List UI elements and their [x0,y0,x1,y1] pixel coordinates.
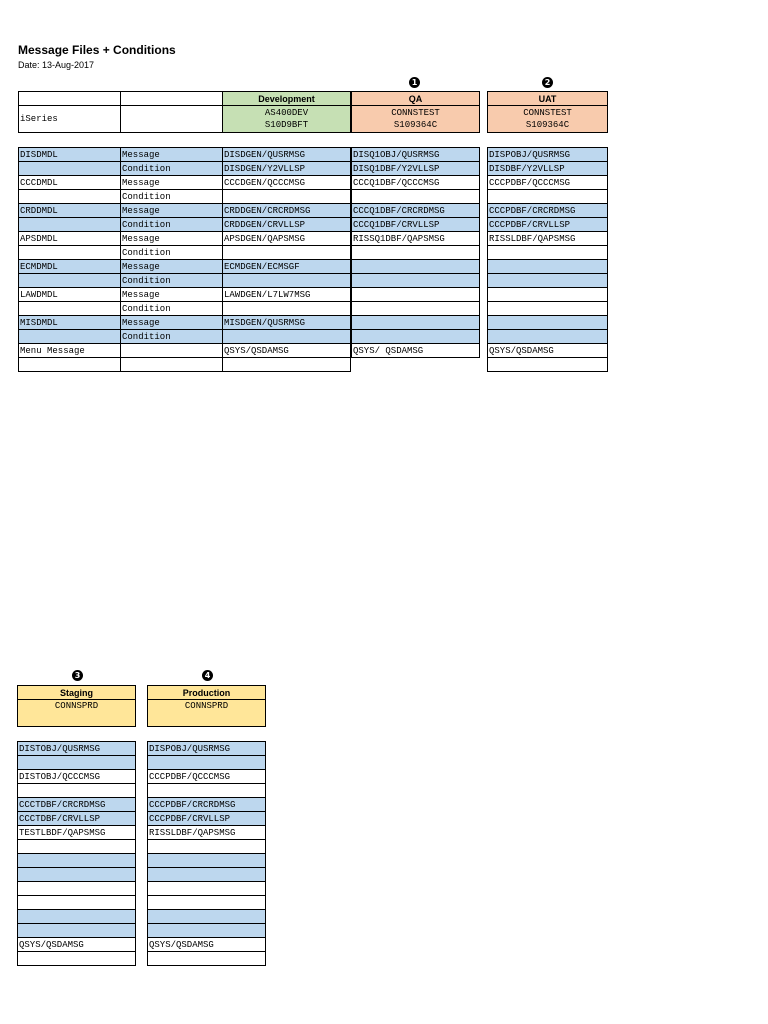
env-header-development: Development [223,92,351,106]
type-cell: Condition [121,274,223,288]
header-table-uat [487,91,608,133]
header-table-qa [351,91,480,133]
production-value-cell [148,952,266,966]
qa-value-cell: QSYS/ QSDAMSG [352,344,480,358]
env-header-production: Production [148,686,266,700]
table-row [352,148,480,162]
library-cell: CCCDMDL [19,176,121,190]
production-value-cell: CCCPDBF/QCCCMSG [148,770,266,784]
type-cell: Condition [121,190,223,204]
table-row [18,770,136,784]
table-row [18,882,136,896]
table-row [19,190,351,204]
dev-value-cell: CCCDGEN/QCCCMSG [223,176,351,190]
empty-cell [19,92,121,106]
staging-value-cell [18,840,136,854]
table-row [352,316,480,330]
dev-value-cell [223,246,351,260]
empty-cell [121,92,223,106]
env-host-line1: AS400DEV [264,108,309,118]
badge-staging: 3 [72,670,83,681]
table-row [352,162,480,176]
type-cell: Message [121,204,223,218]
uat-value-cell [488,260,608,274]
qa-value-cell: CCCQ1DBF/CRVLLSP [352,218,480,232]
library-cell [19,190,121,204]
table-row [18,854,136,868]
badge-production: 4 [202,670,213,681]
staging-value-cell [18,924,136,938]
table-row [352,204,480,218]
uat-value-cell [488,358,608,372]
env-header-uat: UAT [488,92,608,106]
table-row [352,190,480,204]
type-cell [121,344,223,358]
production-value-cell: DISPOBJ/QUSRMSG [148,742,266,756]
qa-value-cell [352,190,480,204]
uat-table-block [487,91,608,372]
env-host-staging [18,700,136,727]
data-table-uat [487,147,608,372]
env-host-line2: S10D9BFT [264,120,309,130]
table-row [148,784,266,798]
badge-qa: 1 [409,77,420,88]
staging-table-block [17,685,136,966]
table-row [148,756,266,770]
table-row [18,812,136,826]
page-title: Message Files + Conditions [18,43,176,57]
uat-value-cell: RISSLDBF/QAPSMSG [488,232,608,246]
dev-value-cell: DISDGEN/QUSRMSG [223,148,351,162]
table-row [488,246,608,260]
table-row [19,246,351,260]
library-cell [19,162,121,176]
table-row [148,896,266,910]
library-cell: CRDDMDL [19,204,121,218]
dev-value-cell [223,302,351,316]
env-host-line1: CONNSPRD [184,701,229,711]
table-row [352,260,480,274]
staging-value-cell: CCCTDBF/CRVLLSP [18,812,136,826]
table-row [19,330,351,344]
uat-value-cell [488,190,608,204]
dev-value-cell: LAWDGEN/L7LW7MSG [223,288,351,302]
header-table-main [18,91,351,133]
qa-value-cell [352,302,480,316]
production-value-cell: RISSLDBF/QAPSMSG [148,826,266,840]
staging-value-cell [18,882,136,896]
dev-value-cell: CRDDGEN/CRCRDMSG [223,204,351,218]
dev-value-cell: ECMDGEN/ECMSGF [223,260,351,274]
dev-value-cell: CRDDGEN/CRVLLSP [223,218,351,232]
table-row [18,826,136,840]
badge-uat: 2 [542,77,553,88]
type-cell: Condition [121,302,223,316]
staging-value-cell: DISTOBJ/QUSRMSG [18,742,136,756]
data-table-staging [17,741,136,966]
env-host-qa [352,106,480,133]
table-row [19,344,351,358]
library-cell: ECMDMDL [19,260,121,274]
staging-value-cell: TESTLBDF/QAPSMSG [18,826,136,840]
production-value-cell [148,882,266,896]
table-row [18,910,136,924]
table-row [19,274,351,288]
table-row [18,798,136,812]
table-row [18,784,136,798]
type-cell: Condition [121,330,223,344]
uat-value-cell: CCCPDBF/CRVLLSP [488,218,608,232]
table-row [148,910,266,924]
dev-value-cell [223,358,351,372]
production-value-cell: CCCPDBF/CRVLLSP [148,812,266,826]
env-host-development [223,106,351,133]
production-value-cell [148,840,266,854]
table-row [19,204,351,218]
production-value-cell: QSYS/QSDAMSG [148,938,266,952]
env-host-line1: CONNSTEST [391,108,440,118]
staging-value-cell [18,756,136,770]
qa-value-cell: CCCQ1DBF/QCCCMSG [352,176,480,190]
table-row [18,868,136,882]
library-cell [19,330,121,344]
staging-value-cell [18,784,136,798]
staging-value-cell: QSYS/QSDAMSG [18,938,136,952]
qa-value-cell: CCCQ1DBF/CRCRDMSG [352,204,480,218]
type-cell: Message [121,176,223,190]
uat-value-cell: QSYS/QSDAMSG [488,344,608,358]
type-cell: Condition [121,218,223,232]
table-row [488,358,608,372]
qa-value-cell: DISQ1DBF/Y2VLLSP [352,162,480,176]
table-row [488,204,608,218]
table-row [488,288,608,302]
uat-value-cell [488,246,608,260]
main-table-block [18,91,351,372]
table-row [148,952,266,966]
uat-value-cell [488,288,608,302]
staging-value-cell [18,854,136,868]
table-row [488,190,608,204]
env-host-line1: CONNSPRD [54,701,99,711]
uat-value-cell [488,274,608,288]
dev-value-cell: QSYS/QSDAMSG [223,344,351,358]
type-cell: Condition [121,162,223,176]
type-cell: Message [121,232,223,246]
table-row [488,302,608,316]
env-header-staging: Staging [18,686,136,700]
staging-value-cell [18,896,136,910]
page-date: Date: 13-Aug-2017 [18,60,95,70]
table-row [19,316,351,330]
table-row [488,232,608,246]
table-row [19,288,351,302]
dev-value-cell: APSDGEN/QAPSMSG [223,232,351,246]
dev-value-cell [223,274,351,288]
table-row [488,162,608,176]
staging-value-cell [18,868,136,882]
table-row [148,742,266,756]
production-value-cell [148,868,266,882]
table-row [352,288,480,302]
library-cell: LAWDMDL [19,288,121,302]
table-row [148,826,266,840]
table-row [19,260,351,274]
env-host-line1: CONNSTEST [523,108,572,118]
qa-value-cell [352,274,480,288]
data-table-production [147,741,266,966]
library-cell [19,302,121,316]
table-row [488,148,608,162]
staging-value-cell: DISTOBJ/QCCCMSG [18,770,136,784]
table-row [352,302,480,316]
table-row [148,868,266,882]
qa-value-cell: DISQ1OBJ/QUSRMSG [352,148,480,162]
table-row [19,148,351,162]
library-cell [19,218,121,232]
header-table-production [147,685,266,727]
table-row [18,742,136,756]
table-row [148,812,266,826]
table-row [352,246,480,260]
production-value-cell [148,910,266,924]
table-row [18,840,136,854]
staging-value-cell: CCCTDBF/CRCRDMSG [18,798,136,812]
qa-value-cell: RISSQ1DBF/QAPSMSG [352,232,480,246]
table-row [488,344,608,358]
env-host-line2: S109364C [525,120,570,130]
dev-value-cell [223,190,351,204]
uat-value-cell: DISPOBJ/QUSRMSG [488,148,608,162]
table-row [18,952,136,966]
data-table-main [18,147,351,372]
production-value-cell [148,896,266,910]
table-row [488,274,608,288]
empty-cell [121,106,223,133]
data-table-qa [351,147,480,358]
table-row [352,176,480,190]
staging-value-cell [18,952,136,966]
uat-value-cell: CCCPDBF/CRCRDMSG [488,204,608,218]
production-value-cell [148,756,266,770]
library-cell: Menu Message [19,344,121,358]
table-row [19,358,351,372]
production-value-cell: CCCPDBF/CRCRDMSG [148,798,266,812]
production-value-cell [148,854,266,868]
table-row [488,218,608,232]
type-cell: Message [121,288,223,302]
table-row [19,302,351,316]
library-cell: APSDMDL [19,232,121,246]
uat-value-cell: DISDBF/Y2VLLSP [488,162,608,176]
qa-value-cell [352,316,480,330]
uat-value-cell: CCCPDBF/QCCCMSG [488,176,608,190]
table-row [19,232,351,246]
library-cell: DISDMDL [19,148,121,162]
table-row [18,924,136,938]
dev-value-cell: MISDGEN/QUSRMSG [223,316,351,330]
type-cell: Condition [121,246,223,260]
table-row [148,770,266,784]
table-row [352,274,480,288]
library-cell [19,274,121,288]
table-row [18,896,136,910]
table-row [148,938,266,952]
qa-value-cell [352,288,480,302]
type-cell: Message [121,148,223,162]
staging-value-cell [18,910,136,924]
qa-value-cell [352,246,480,260]
production-table-block [147,685,266,966]
env-header-qa: QA [352,92,480,106]
table-row [19,176,351,190]
table-row [19,162,351,176]
table-row [18,938,136,952]
system-label: iSeries [19,106,121,133]
qa-value-cell [352,330,480,344]
qa-table-block [351,91,480,358]
library-cell [19,358,121,372]
table-row [148,924,266,938]
table-row [352,330,480,344]
table-row [148,798,266,812]
table-row [19,218,351,232]
production-value-cell [148,924,266,938]
table-row [148,854,266,868]
table-row [488,260,608,274]
table-row [488,316,608,330]
env-host-uat [488,106,608,133]
table-row [148,840,266,854]
uat-value-cell [488,316,608,330]
table-row [18,756,136,770]
dev-value-cell: DISDGEN/Y2VLLSP [223,162,351,176]
header-table-staging [17,685,136,727]
qa-value-cell [352,260,480,274]
type-cell: Message [121,316,223,330]
table-row [352,232,480,246]
library-cell: MISDMDL [19,316,121,330]
table-row [488,176,608,190]
table-row [352,218,480,232]
dev-value-cell [223,330,351,344]
env-host-line2: S109364C [393,120,438,130]
uat-value-cell [488,330,608,344]
type-cell [121,358,223,372]
table-row [488,330,608,344]
type-cell: Message [121,260,223,274]
table-row [148,882,266,896]
production-value-cell [148,784,266,798]
env-host-production [148,700,266,727]
library-cell [19,246,121,260]
uat-value-cell [488,302,608,316]
